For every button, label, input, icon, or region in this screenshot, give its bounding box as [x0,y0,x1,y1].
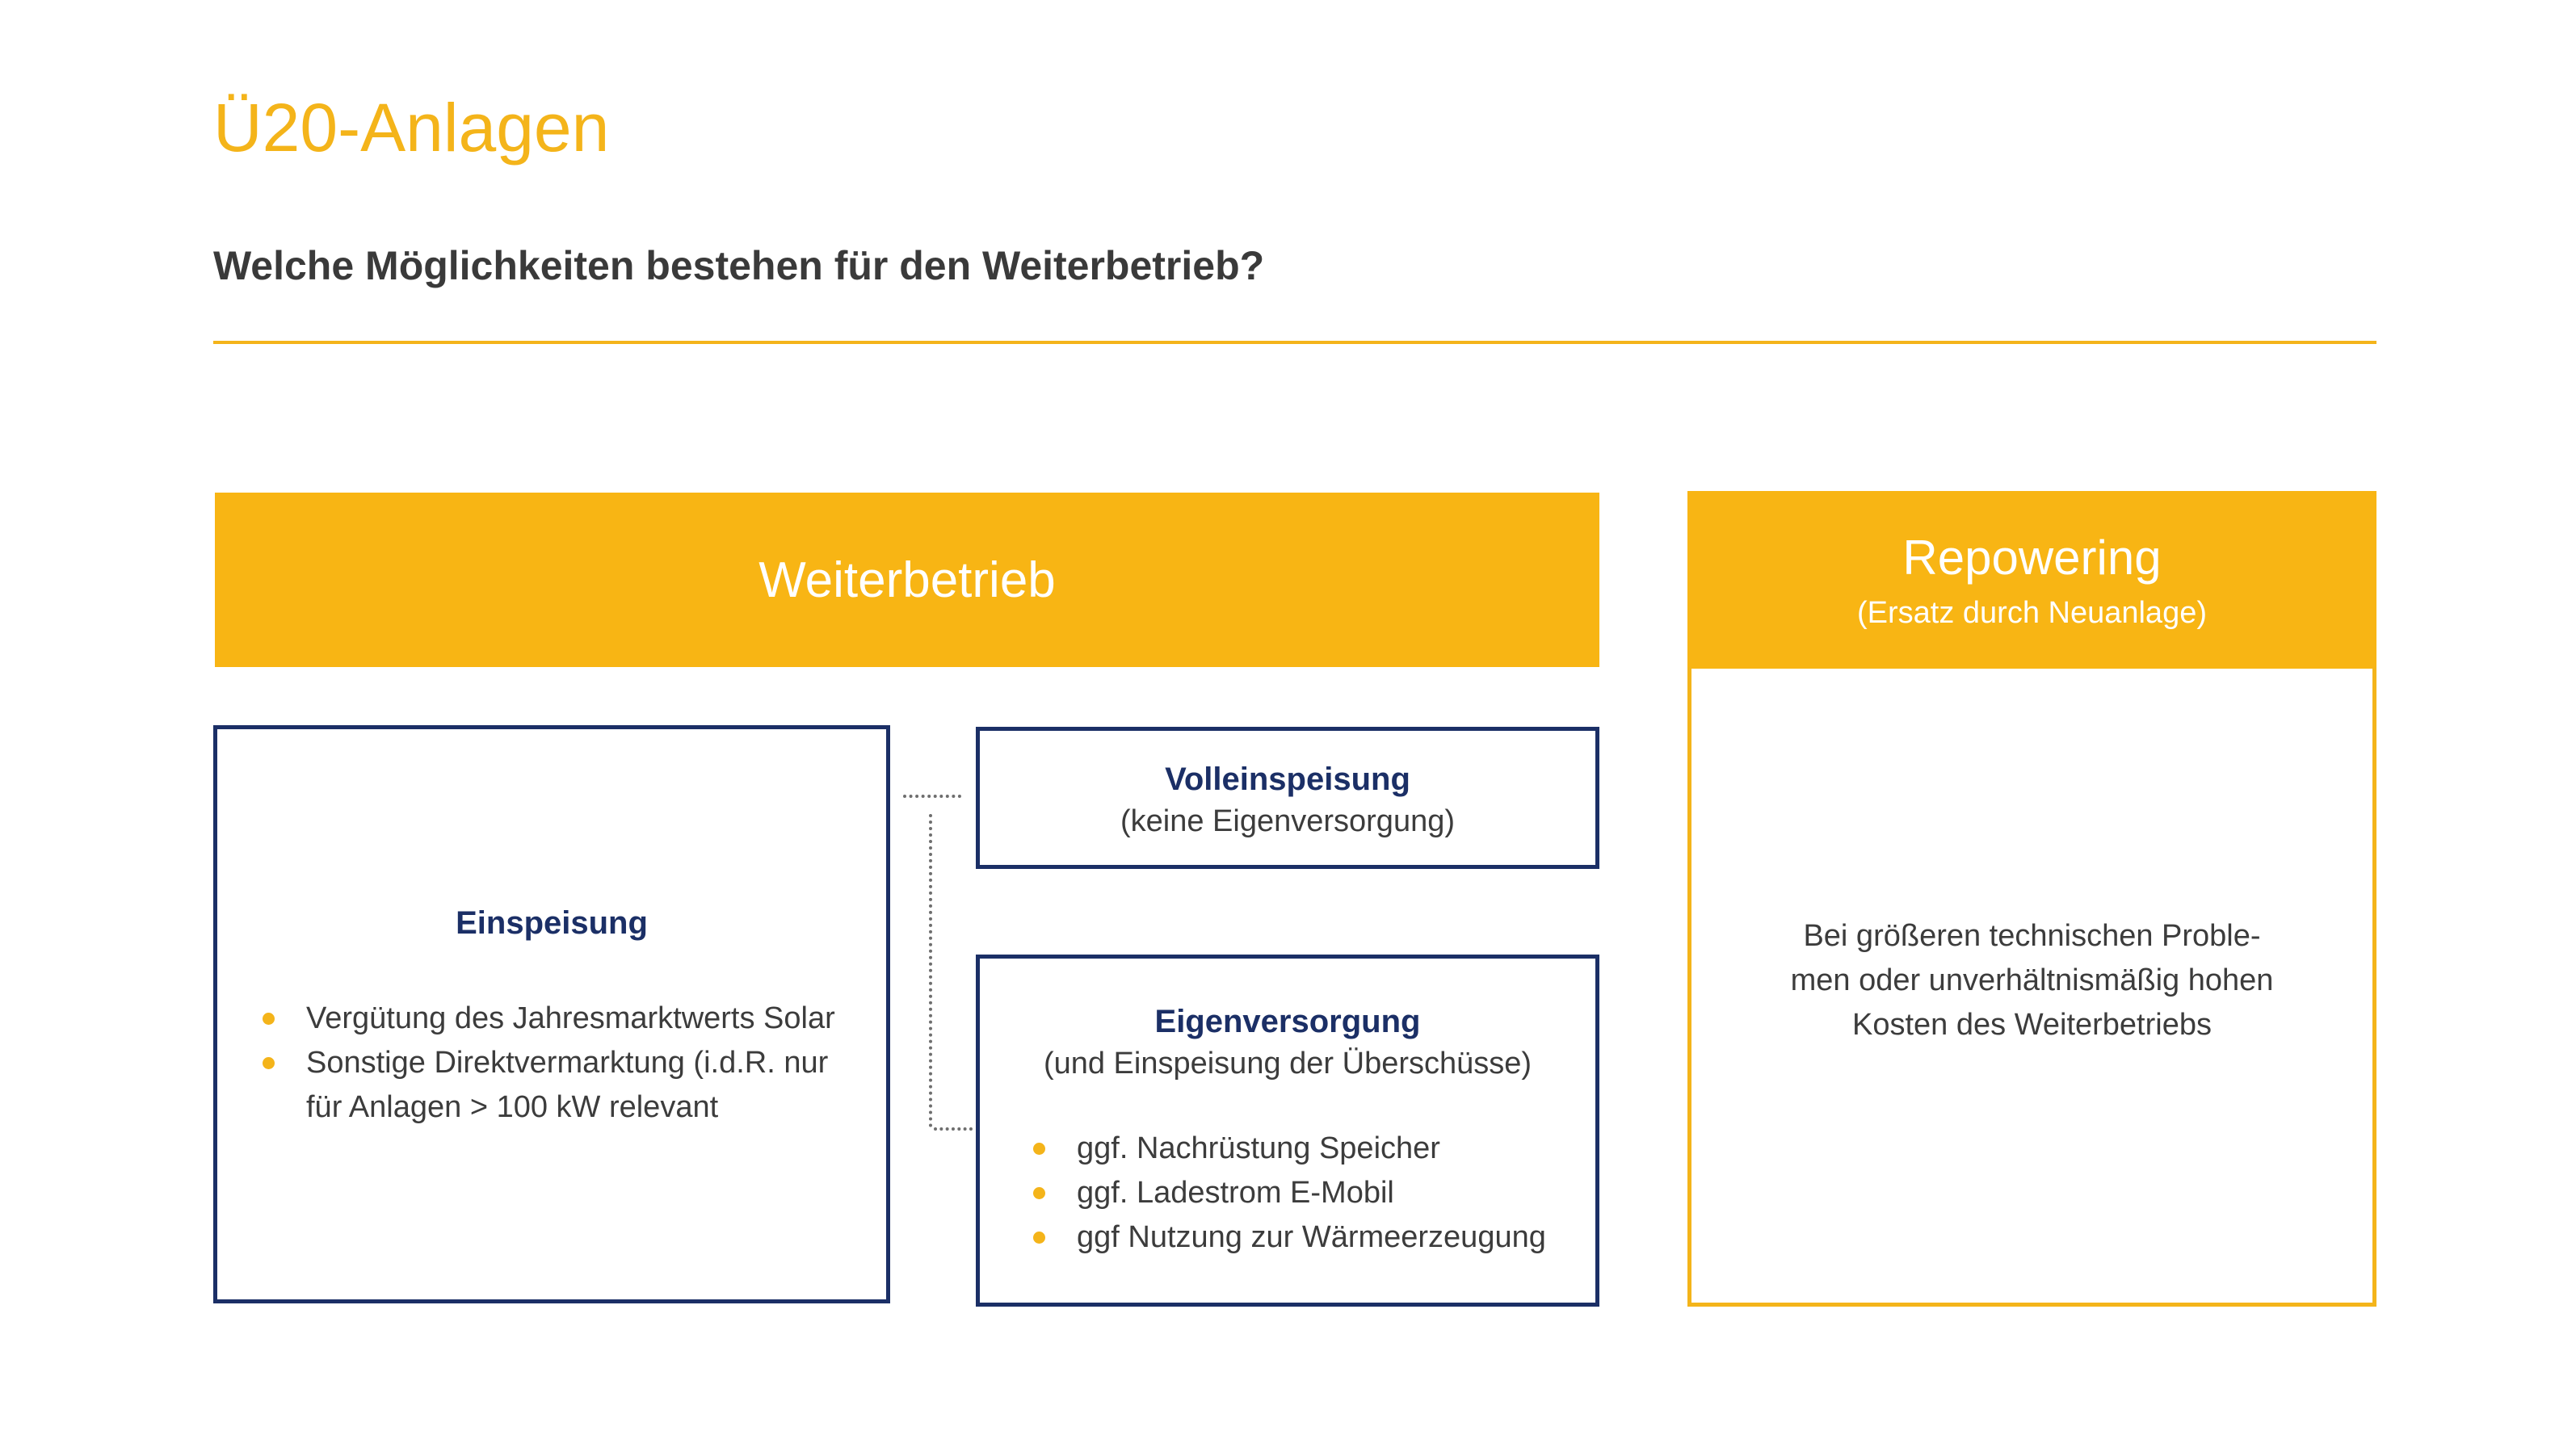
divider [213,341,2376,344]
repowering-text [1691,914,2372,1047]
connector-bottom [934,1127,973,1131]
page-subtitle: Welche Möglichkeiten bestehen für den Weiterbetrieb? [213,243,1265,288]
list-item: ggf. Ladestrom E-Mobil [1033,1171,1546,1215]
einspeisung-box [213,725,890,1303]
eigenversorgung-box [976,955,1599,1307]
list-item: ggf. Nachrüstung Speicher [1033,1127,1546,1171]
repowering-box [1687,667,2376,1307]
eigenversorgung-list [1033,1127,1546,1260]
list-item: ggf Nutzung zur Wärmeerzeugung [1033,1215,1546,1260]
repowering-note: (Ersatz durch Neuanlage) [1857,596,2207,631]
eigenversorgung-heading: Eigenversorgung [1154,1004,1421,1039]
list-item: Sonstige Direktvermarktung (i.d.R. nur [263,1041,835,1085]
page-title: Ü20-Anlagen [213,90,610,166]
volleinspeisung-note: (keine Eigenversorgung) [1120,804,1455,838]
volleinspeisung-box [976,727,1599,869]
eigenversorgung-note: (und Einspeisung der Überschüsse) [1043,1047,1532,1081]
connector-top [903,795,961,798]
repowering-text-line: Kosten des Weiterbetriebs [1852,1008,2212,1042]
repowering-banner [1687,491,2376,669]
connector-vertical [929,814,932,1127]
repowering-heading: Repowering [1902,531,2162,585]
repowering-text-line: Bei größeren technischen Proble- [1803,919,2261,953]
weiterbetrieb-banner [215,493,1599,667]
list-item-continuation: für Anlagen > 100 kW relevant [306,1090,719,1124]
repowering-text-line: men oder unverhältnismäßig hohen [1790,963,2274,997]
weiterbetrieb-label: Weiterbetrieb [759,552,1056,608]
volleinspeisung-heading: Volleinspeisung [1165,762,1410,797]
einspeisung-list [263,997,835,1130]
einspeisung-heading: Einspeisung [456,905,648,941]
list-item: Vergütung des Jahresmarktwerts Solar [263,997,835,1041]
